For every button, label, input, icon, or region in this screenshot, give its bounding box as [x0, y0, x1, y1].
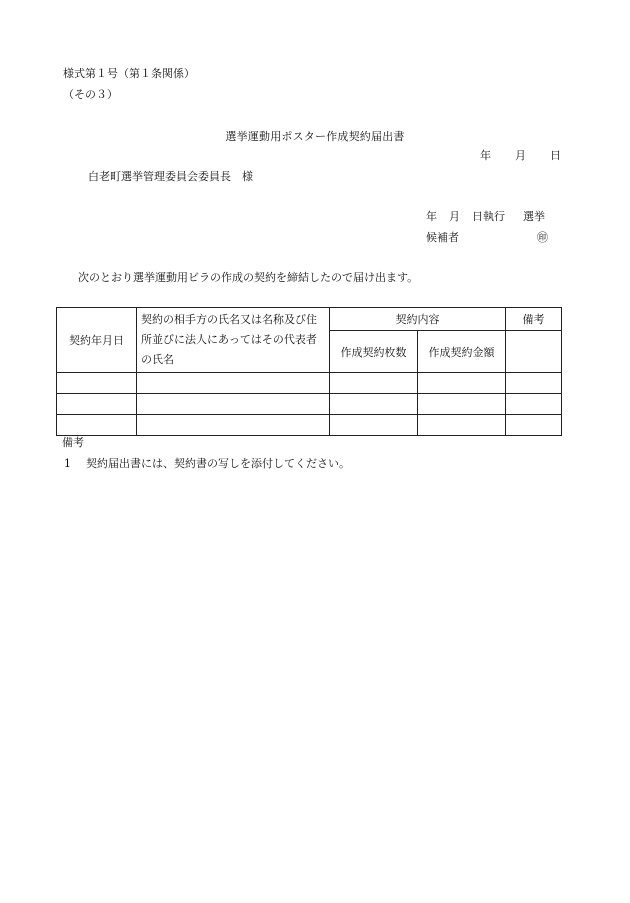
header-remarks-blank	[506, 331, 562, 373]
addressee: 白老町選挙管理委員会委員長 様	[88, 170, 253, 183]
remarks-note-number: 1	[64, 457, 71, 470]
header-remarks: 備考	[506, 308, 562, 331]
form-part: （その３）	[63, 88, 118, 101]
header-contract-party: 契約の相手方の氏名又は名称及び住所並びに法人にあってはその代表者の氏名	[137, 308, 330, 373]
contract-table	[56, 307, 562, 436]
body-text: 次のとおり選挙運動用ビラの作成の契約を締結したので届け出ます。	[78, 271, 419, 284]
cell-remarks[interactable]	[506, 415, 562, 436]
remarks-note	[64, 457, 350, 471]
seal-mark: ㊞	[537, 231, 548, 244]
cell-count[interactable]	[330, 415, 418, 436]
remarks-note-text: 契約届出書には、契約書の写しを添付してください。	[86, 457, 350, 470]
date-month: 月	[515, 149, 526, 162]
cell-amount[interactable]	[418, 373, 506, 394]
submission-date	[480, 149, 561, 163]
cell-count[interactable]	[330, 373, 418, 394]
date-day: 日	[550, 149, 561, 162]
date-year: 年	[480, 149, 491, 162]
header-contract-contents: 契約内容	[330, 308, 506, 331]
election-year: 年	[426, 210, 437, 223]
election-day-exec: 日執行	[472, 210, 505, 223]
form-number: 様式第１号（第１条関係）	[63, 67, 195, 80]
cell-date[interactable]	[57, 373, 137, 394]
cell-party[interactable]	[137, 415, 330, 436]
cell-party[interactable]	[137, 394, 330, 415]
table-row	[57, 415, 562, 436]
election-word: 選挙	[523, 210, 545, 223]
election-month: 月	[449, 210, 460, 223]
header-contract-amount: 作成契約金額	[418, 331, 506, 373]
candidate-label: 候補者	[426, 231, 459, 244]
cell-date[interactable]	[57, 394, 137, 415]
header-contract-date: 契約年月日	[57, 308, 137, 373]
cell-party[interactable]	[137, 373, 330, 394]
cell-amount[interactable]	[418, 415, 506, 436]
table-row	[57, 394, 562, 415]
document-title: 選挙運動用ポスター作成契約届出書	[225, 130, 405, 143]
cell-remarks[interactable]	[506, 394, 562, 415]
cell-remarks[interactable]	[506, 373, 562, 394]
election-info	[426, 210, 545, 224]
table-row	[57, 373, 562, 394]
candidate-info	[426, 231, 548, 245]
cell-date[interactable]	[57, 415, 137, 436]
cell-count[interactable]	[330, 394, 418, 415]
header-print-count: 作成契約枚数	[330, 331, 418, 373]
cell-amount[interactable]	[418, 394, 506, 415]
remarks-heading: 備考	[62, 436, 84, 449]
